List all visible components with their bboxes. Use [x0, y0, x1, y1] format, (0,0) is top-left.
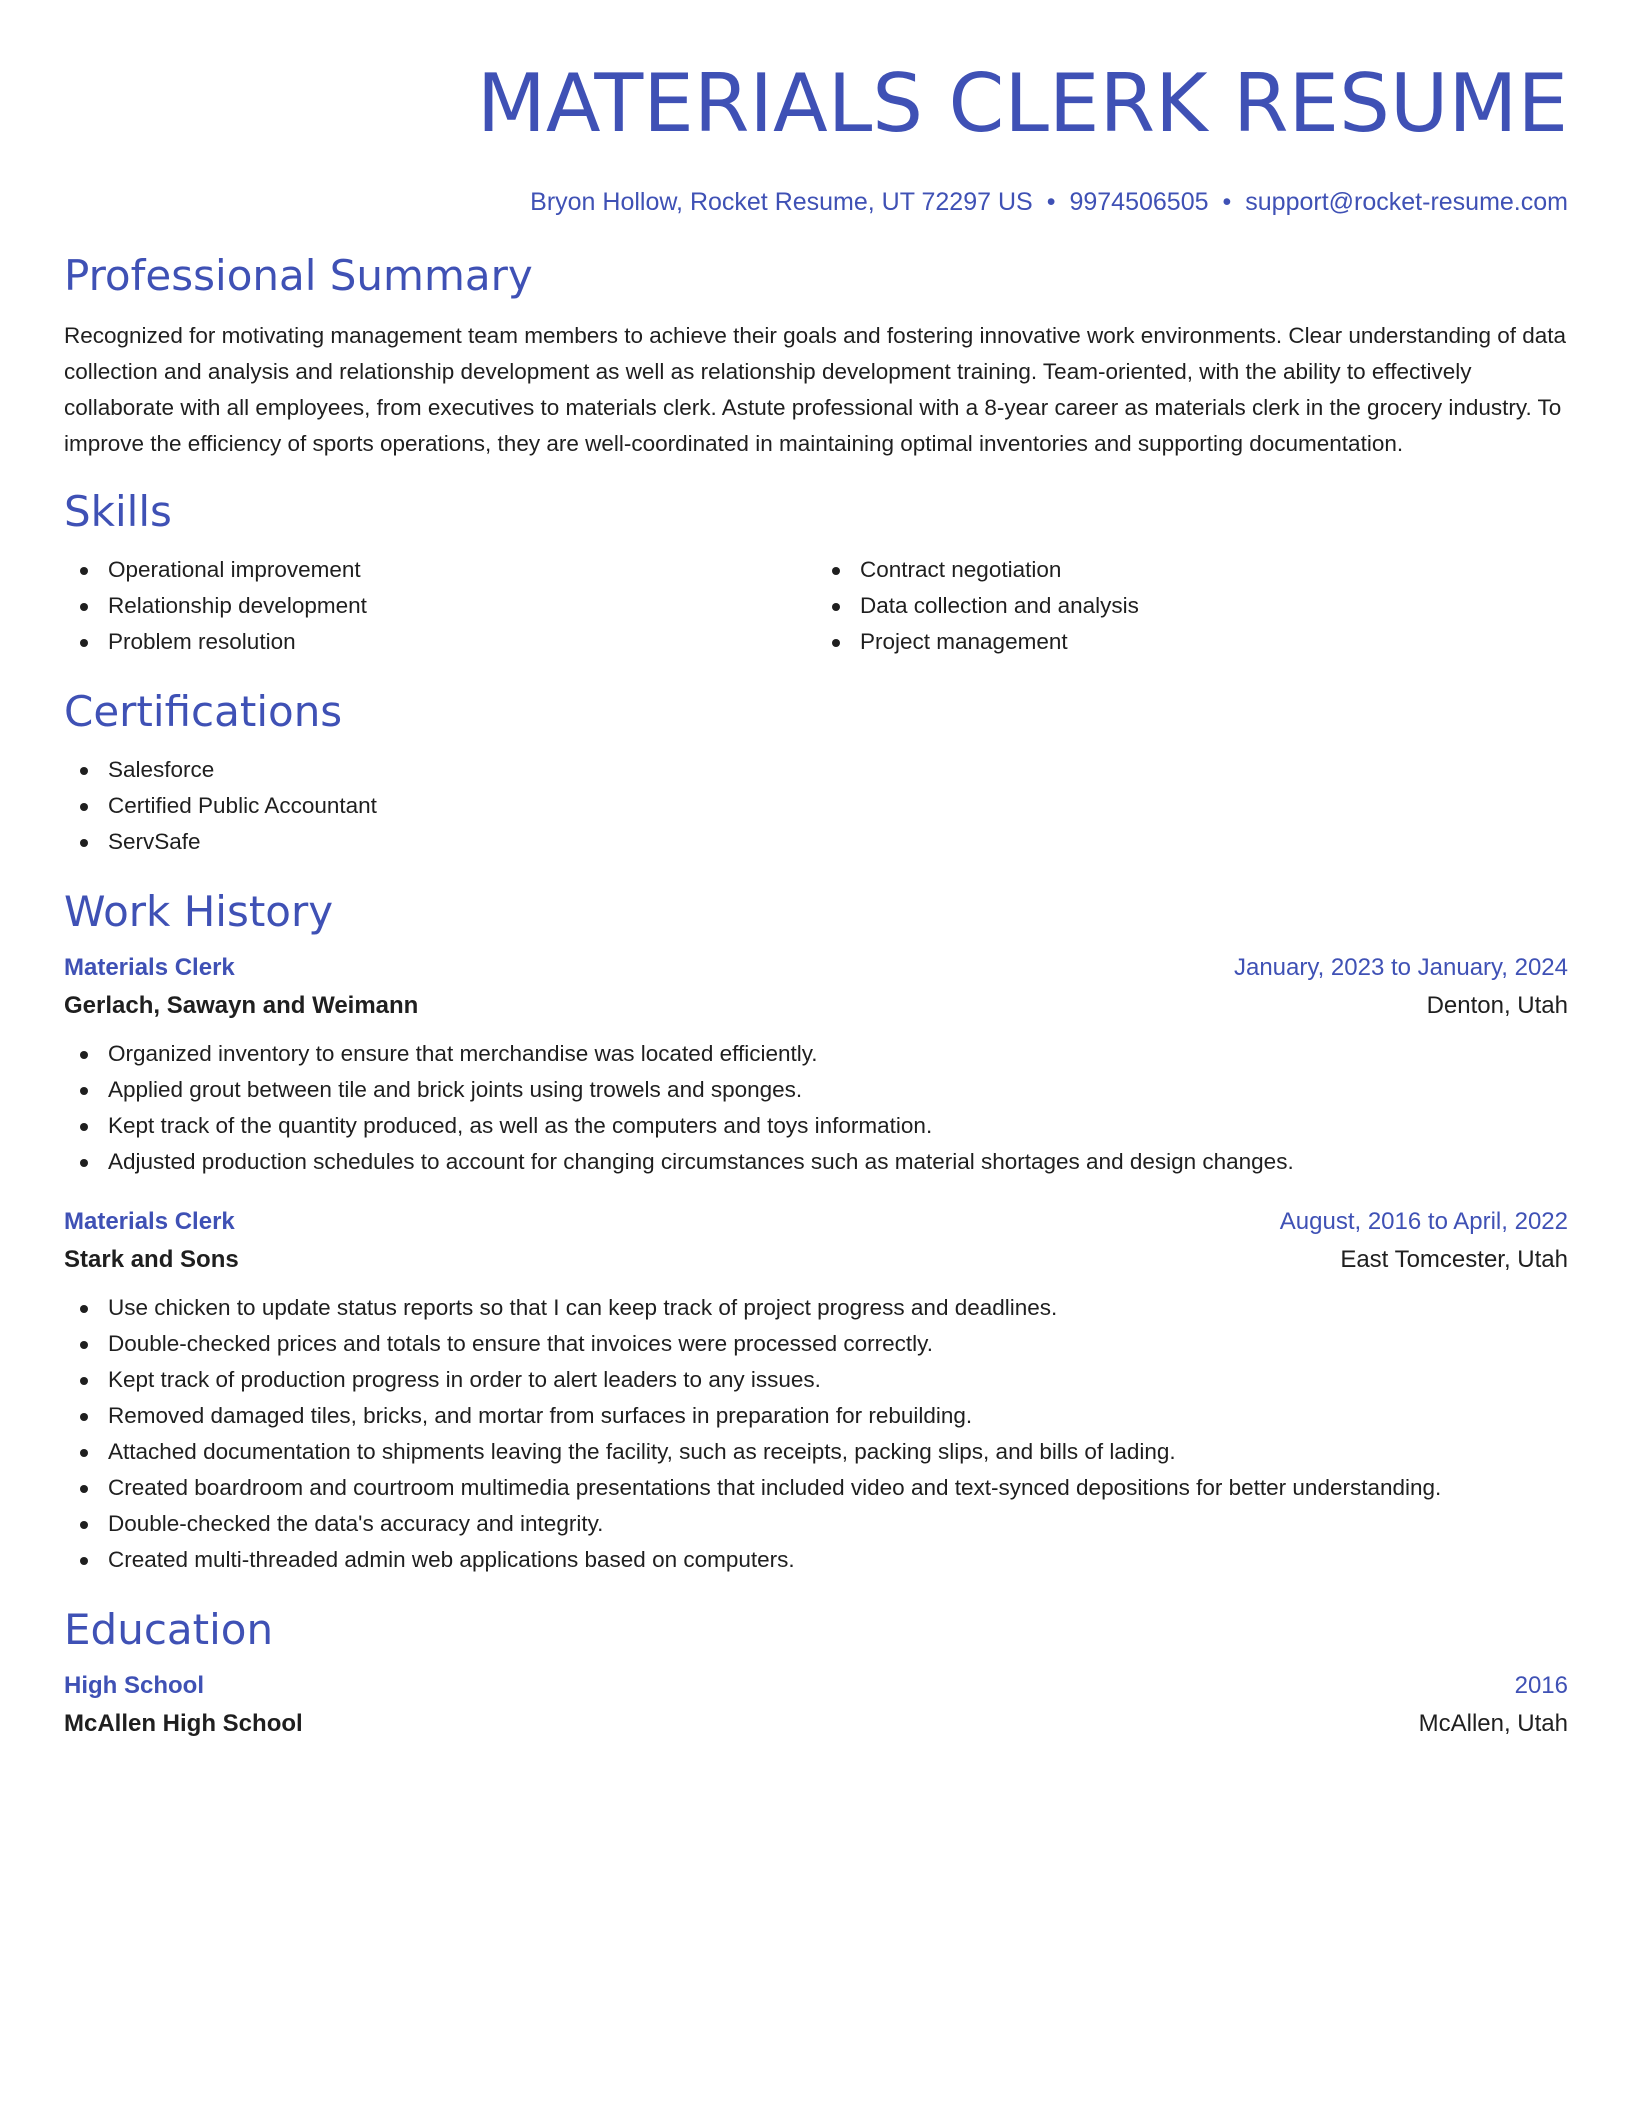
job-bullet: Adjusted production schedules to account for changing circumstances such as material shortages and design changes. [64, 1144, 1568, 1180]
work-history-section [64, 886, 1568, 1578]
job-bullet: Applied grout between tile and brick joints using trowels and sponges. [64, 1072, 1568, 1108]
education-degree: High School [64, 1672, 204, 1699]
job-dates: January, 2023 to January, 2024 [1233, 954, 1568, 981]
skill-item: Problem resolution [64, 624, 816, 660]
skill-item: Contract negotiation [816, 552, 1568, 588]
job-bullet: Kept track of the quantity produced, as well as the computers and toys information. [64, 1108, 1568, 1144]
contact-line [64, 186, 1568, 218]
education-school: McAllen High School [64, 1710, 303, 1737]
job-bullet: Created multi-threaded admin web applications based on computers. [64, 1542, 1568, 1578]
skill-item: Data collection and analysis [816, 588, 1568, 624]
work-history-heading: Work History [64, 887, 334, 936]
skills-column-left [64, 552, 816, 660]
job-title: Materials Clerk [64, 954, 235, 981]
skill-item: Operational improvement [64, 552, 816, 588]
skill-item: Relationship development [64, 588, 816, 624]
job-bullet: Use chicken to update status reports so that I can keep track of project progress and deadlines. [64, 1290, 1568, 1326]
job-bullet: Double-checked prices and totals to ensure that invoices were processed correctly. [64, 1326, 1568, 1362]
skill-item: Project management [816, 624, 1568, 660]
education-header [64, 1670, 1568, 1702]
skills-heading: Skills [64, 487, 172, 536]
job-bullet: Attached documentation to shipments leaving the facility, such as receipts, packing slips, and bills of lading. [64, 1434, 1568, 1470]
job-bullet: Removed damaged tiles, bricks, and mortar from surfaces in preparation for rebuilding. [64, 1398, 1568, 1434]
job-entry [64, 1206, 1568, 1578]
summary-text: Recognized for motivating management team members to achieve their goals and fostering innovative work environments. Clear understanding of data collection and analysis and relationship development as well as relationship development training. Team-oriented, with the ability to effectively collaborate with all employees, from executives to materials clerk. Astute professional with a 8-year career as materials clerk in the grocery industry. To improve the efficiency of sports operations, they are well-coordinated in maintaining optimal inventories and supporting documentation. [64, 323, 1567, 456]
summary-heading: Professional Summary [64, 251, 533, 300]
job-header [64, 952, 1568, 984]
education-section [64, 1604, 1568, 1740]
education-subheader [64, 1708, 1568, 1740]
contact-email: support@rocket-resume.com [1245, 188, 1568, 216]
education-year: 2016 [1514, 1672, 1568, 1699]
job-subheader [64, 990, 1568, 1022]
job-company: Stark and Sons [64, 1246, 239, 1273]
education-heading: Education [64, 1605, 274, 1654]
job-title: Materials Clerk [64, 1208, 235, 1235]
education-location: McAllen, Utah [1418, 1710, 1568, 1737]
job-header [64, 1206, 1568, 1238]
job-bullet: Double-checked the data's accuracy and integrity. [64, 1506, 1568, 1542]
certification-item: ServSafe [64, 824, 1568, 860]
skills-section [64, 486, 1568, 660]
job-bullet: Kept track of production progress in order to alert leaders to any issues. [64, 1362, 1568, 1398]
certifications-heading: Certifications [64, 687, 343, 736]
job-dates: August, 2016 to April, 2022 [1279, 1208, 1568, 1235]
skills-column-right [816, 552, 1568, 660]
job-company: Gerlach, Sawayn and Weimann [64, 992, 419, 1019]
job-entry [64, 952, 1568, 1180]
job-location: Denton, Utah [1426, 992, 1568, 1019]
certifications-section [64, 686, 1568, 860]
education-entry [64, 1670, 1568, 1740]
certification-item: Salesforce [64, 752, 1568, 788]
job-subheader [64, 1244, 1568, 1276]
contact-phone: 9974506505 [1069, 188, 1209, 216]
contact-address: Bryon Hollow, Rocket Resume, UT 72297 US [530, 188, 1033, 216]
summary-section [64, 250, 1568, 462]
certification-item: Certified Public Accountant [64, 788, 1568, 824]
resume-title: MATERIALS CLERK RESUME [476, 57, 1568, 150]
job-location: East Tomcester, Utah [1340, 1246, 1568, 1273]
job-bullet: Created boardroom and courtroom multimedia presentations that included video and text-synced depositions for better understanding. [64, 1470, 1568, 1506]
contact-separator: • [1046, 188, 1056, 216]
skills-grid [64, 552, 1568, 660]
contact-separator: • [1222, 188, 1232, 216]
job-bullet: Organized inventory to ensure that merchandise was located efficiently. [64, 1036, 1568, 1072]
